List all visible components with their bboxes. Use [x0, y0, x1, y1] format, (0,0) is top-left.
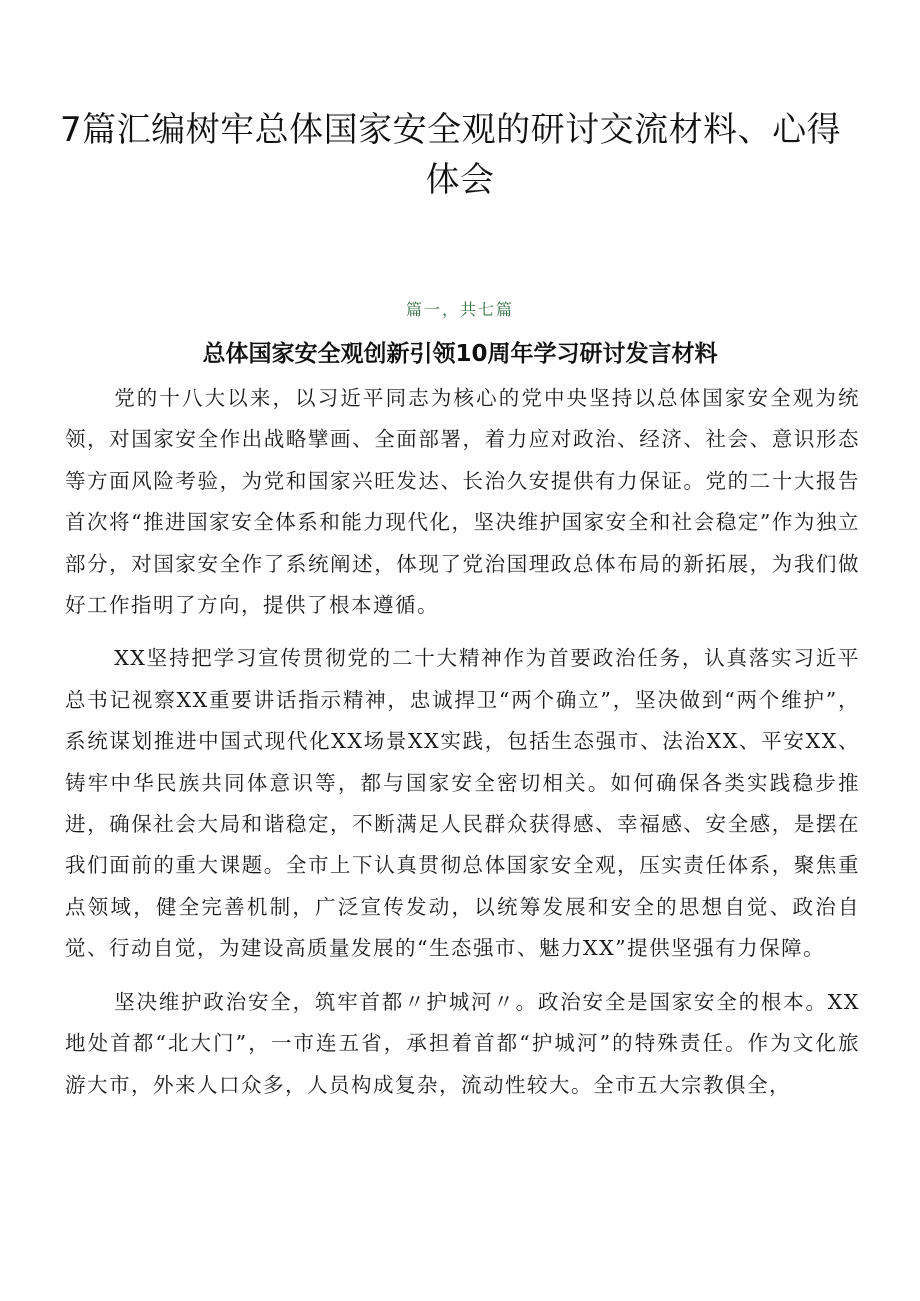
document-body: [65, 378, 860, 1106]
document-title-line-2: 体会: [425, 160, 495, 200]
section-heading: 总体国家安全观创新引领10周年学习研讨发言材料: [202, 341, 718, 367]
document-title-line-1: 7篇汇编树牢总体国家安全观的研讨交流材料、心得: [60, 110, 842, 150]
body-paragraph-1: 党的十八大以来，以习近平同志为核心的党中央坚持以总体国家安全观为统领，对国家安全作出战略擘画、全面部署，着力应对政治、经济、社会、意识形态等方面风险考验，为党和国家兴旺发达、长治久安提供有力保证。党的二十大报告首次将“推进国家安全体系和能力现代化，坚决维护国家安全和社会稳定”作为独立部分，对国家安全作了系统阐述，体现了党治国理政总体布局的新拓展，为我们做好工作指明了方向，提供了根本遵循。: [65, 386, 860, 618]
body-paragraph-3: 坚决维护政治安全，筑牢首都〃护城河〃。政治安全是国家安全的根本。XX地处首都“北大门”，一市连五省，承担着首都“护城河”的特殊责任。作为文化旅游大市，外来人口众多，人员构成复杂，流动性较大。全市五大宗教俱全，: [65, 989, 860, 1097]
section-subtitle: 篇一，共七篇: [405, 300, 514, 319]
body-paragraph-2: XX坚持把学习宣传贯彻党的二十大精神作为首要政治任务，认真落实习近平总书记视察XX重要讲话指示精神，忠诚捍卫“两个确立”，坚决做到“两个维护”，系统谋划推进中国式现代化XX场景XX实践，包括生态强市、法治XX、平安XX、铸牢中华民族共同体意识等，都与国家安全密切相关。如何确保各类实践稳步推进，确保社会大局和谐稳定，不断满足人民群众获得感、幸福感、安全感，是摆在我们面前的重大课题。全市上下认真贯彻总体国家安全观，压实责任体系，聚焦重点领域，健全完善机制，广泛宣传发动，以统筹发展和安全的思想自觉、政治自觉、行动自觉，为建设高质量发展的“生态强市、魅力XX”提供坚强有力保障。: [65, 646, 860, 961]
